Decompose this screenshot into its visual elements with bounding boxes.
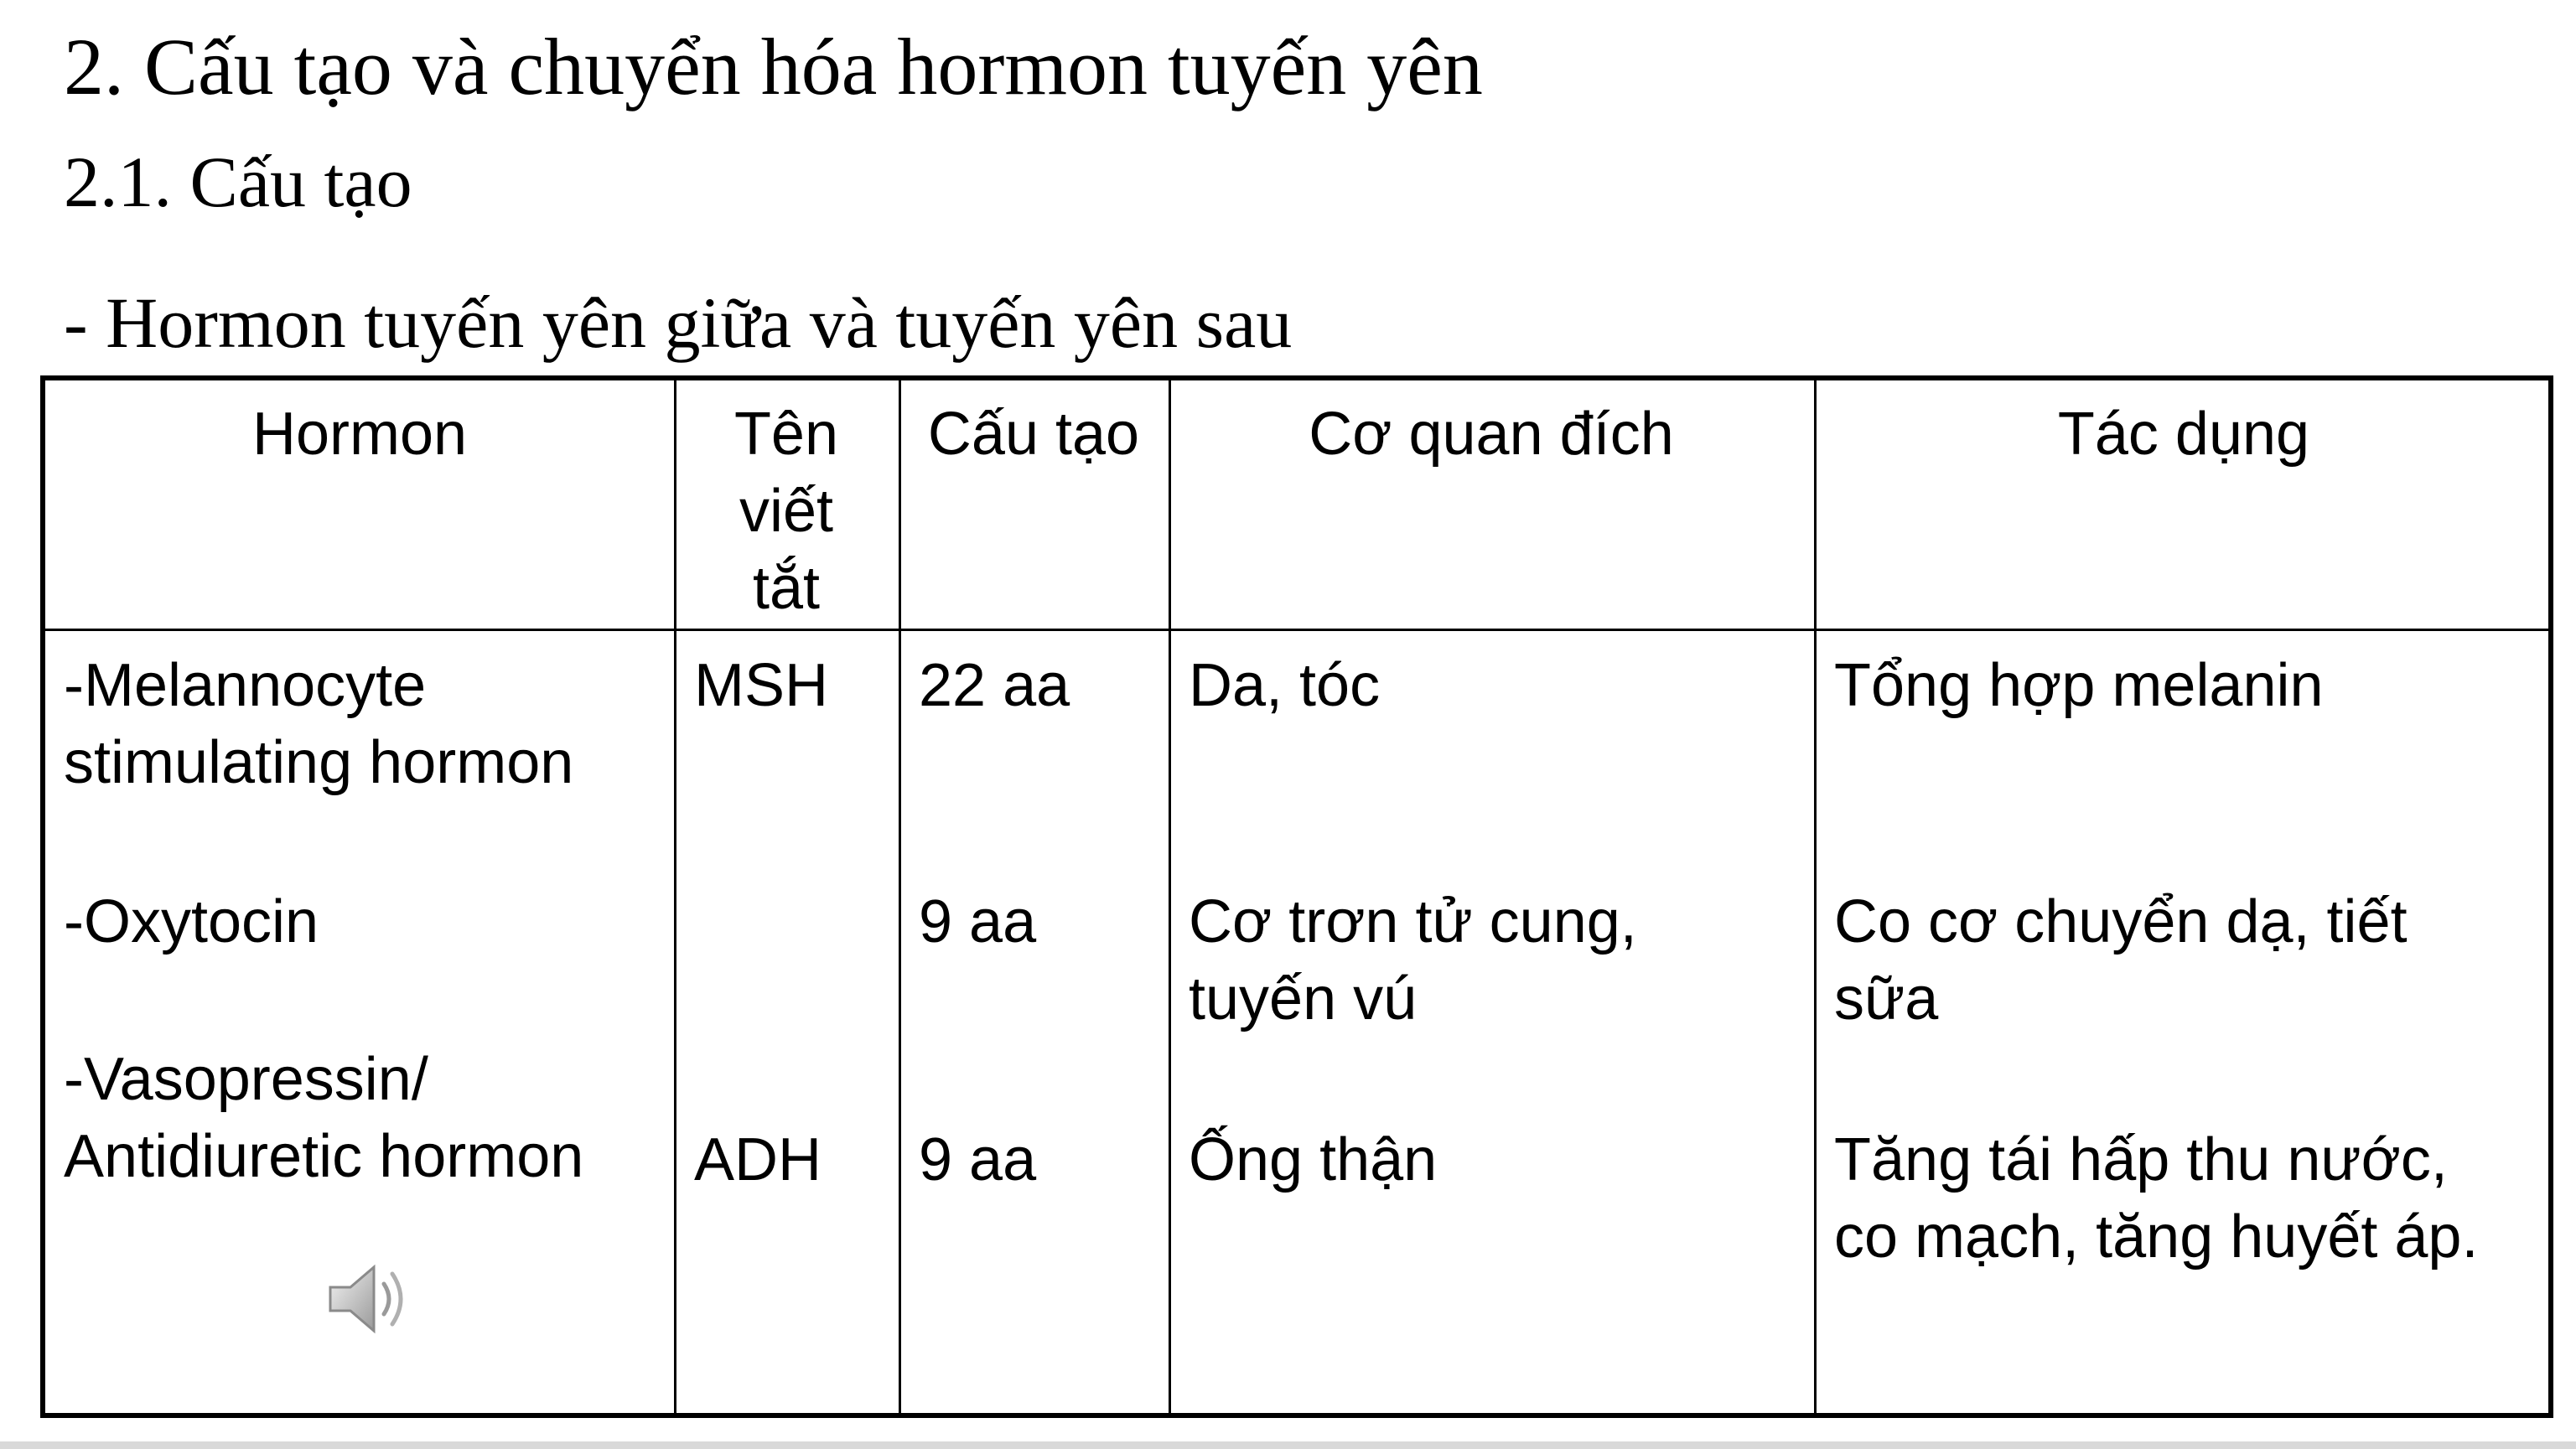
- header-target-organ: Cơ quan đích: [1309, 401, 1674, 468]
- header-abbreviation: Tên viết tắt: [733, 401, 839, 622]
- header-divider: [45, 629, 2548, 631]
- row-adh-effect: Tăng tái hấp thu nước, co mạch, tăng huyết áp.: [1834, 1126, 2479, 1270]
- row-oxytocin-target-organ: Cơ trơn tử cung, tuyến vú: [1189, 888, 1637, 1032]
- column-divider: [899, 380, 901, 1413]
- row-msh-effect: Tổng hợp melanin: [1834, 652, 2324, 719]
- bottom-bar: [0, 1441, 2576, 1449]
- column-divider: [1169, 380, 1171, 1413]
- row-msh-target-organ: Da, tóc: [1189, 652, 1381, 719]
- header-hormon: Hormon: [251, 401, 468, 468]
- row-oxytocin-effect: Co cơ chuyển dạ, tiết sữa: [1834, 888, 2408, 1032]
- row-adh-abbreviation: ADH: [694, 1126, 822, 1193]
- header-structure: Cấu tạo: [927, 401, 1140, 468]
- header-effect: Tác dụng: [2057, 401, 2310, 468]
- row-oxytocin-hormon: -Oxytocin: [64, 888, 319, 955]
- intro-line: - Hormon tuyến yên giữa và tuyến yên sau: [64, 282, 1293, 363]
- row-msh-structure: 22 aa: [919, 652, 1070, 719]
- row-oxytocin-structure: 9 aa: [919, 888, 1037, 955]
- row-msh-hormon: -Melannocyte stimulating hormon: [64, 652, 574, 796]
- column-divider: [1814, 380, 1817, 1413]
- speaker-icon[interactable]: [319, 1257, 419, 1341]
- row-adh-hormon: -Vasopressin/ Antidiuretic hormon: [64, 1046, 584, 1190]
- row-adh-target-organ: Ống thận: [1189, 1126, 1438, 1193]
- slide-title: 2. Cấu tạo và chuyển hóa hormon tuyến yên: [64, 22, 1483, 111]
- row-adh-structure: 9 aa: [919, 1126, 1037, 1193]
- row-msh-abbreviation: MSH: [694, 652, 828, 719]
- section-subtitle: 2.1. Cấu tạo: [64, 142, 412, 222]
